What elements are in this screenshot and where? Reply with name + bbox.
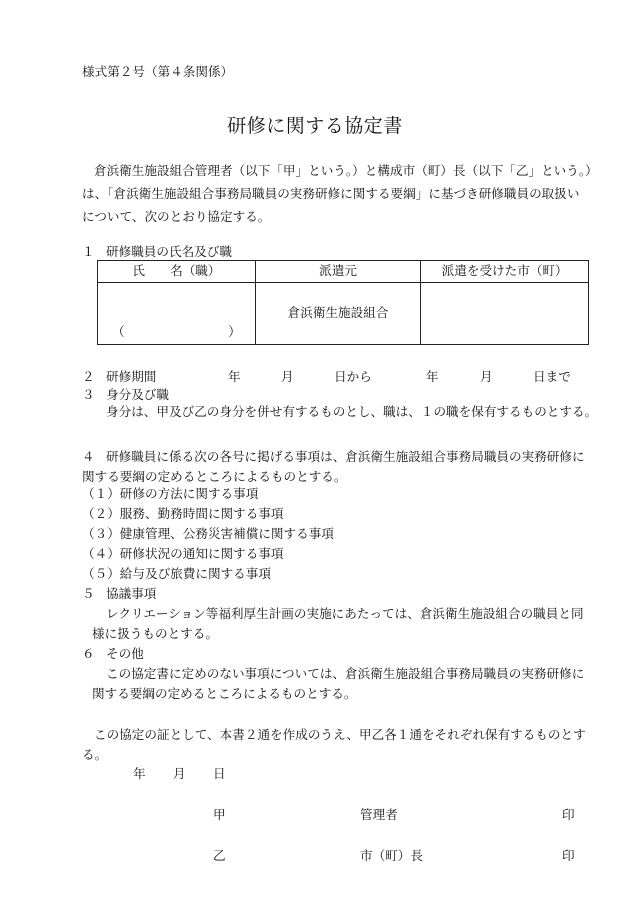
section-4-text: 研修職員に係る次の各号に掲げる事項は、倉浜衛生施設組合事務局職員の実務研修に関する要綱の定めるところによるものとする。	[82, 449, 585, 484]
signature-role: 市（町）長	[360, 848, 423, 863]
section-4-item-3: （３）健康管理、公務災害補償に関する事項	[82, 526, 334, 541]
period-day-from: 日から	[334, 369, 372, 384]
paren-close: ）	[228, 324, 241, 340]
section-title: 協議事項	[106, 586, 157, 601]
section-3-body: 身分は、甲及び乙の身分を併せ有するものとし、職は、１の職を保有するものとする。	[106, 404, 598, 419]
paren-open: （	[112, 324, 125, 340]
period-month-start: 月	[281, 369, 294, 384]
section-5-body: レクリエーション等福利厚生計画の実施にあたっては、倉浜衛生施設組合の職員と同様に扱うものとする。	[92, 606, 584, 641]
header-dispatch-to: 派遣を受けた市（町）	[421, 261, 589, 283]
section-4-item-4: （４）研修状況の通知に関する事項	[82, 546, 284, 561]
section-number: ２	[82, 369, 95, 384]
section-number: １	[82, 244, 95, 259]
header-name: 氏 名（職）	[98, 261, 256, 283]
cell-dispatch-to	[421, 283, 589, 345]
section-6-heading	[82, 648, 144, 661]
section-1-heading	[82, 246, 232, 259]
closing-paragraph: この協定の証として、本書２通を作成のうえ、甲乙各１通をそれぞれ保有するものとする。	[82, 727, 586, 762]
period-month-end: 月	[480, 369, 493, 384]
intro-paragraph: 倉浜衛生施設組合管理者（以下「甲」という。）と構成市（町）長（以下「乙」という。）は、「倉浜衛生施設組合事務局職員の実務研修に関する要綱」に基づき研修職員の取扱いについて、次のとおり協定する。	[82, 163, 592, 224]
section-4-item-2: （２）服務、勤務時間に関する事項	[82, 506, 284, 521]
section-title: 研修期間	[106, 369, 157, 384]
section-title: 研修職員の氏名及び職	[106, 244, 232, 259]
header-dispatch-from: 派遣元	[255, 261, 420, 283]
form-number: 様式第２号（第４条関係）	[82, 64, 234, 79]
date-year: 年	[133, 766, 146, 781]
section-title: その他	[106, 646, 144, 661]
cell-dispatch-from: 倉浜衛生施設組合	[255, 283, 420, 345]
section-number: ６	[82, 646, 95, 661]
section-6-body: この協定書に定めのない事項については、倉浜衛生施設組合事務局職員の実務研修に関する要綱の定めるところによるものとする。	[92, 666, 585, 701]
section-5-heading	[82, 588, 156, 601]
date-month: 月	[173, 766, 186, 781]
section-4-body	[82, 447, 588, 487]
section-4-item-1: （１）研修の方法に関する事項	[82, 486, 259, 501]
document-title: 研修に関する協定書	[227, 115, 403, 137]
seal-mark: 印	[562, 848, 575, 863]
signature-party: 乙	[213, 848, 226, 863]
period-year-start: 年	[228, 369, 241, 384]
section-number: ４	[82, 449, 95, 464]
period-year-end: 年	[426, 369, 439, 384]
signature-role: 管理者	[360, 807, 398, 822]
section-4-item-5: （５）給与及び旅費に関する事項	[82, 566, 271, 581]
seal-mark: 印	[562, 807, 575, 822]
section-title: 身分及び職	[106, 387, 169, 402]
trainee-table	[97, 260, 589, 345]
signature-party: 甲	[213, 807, 226, 822]
cell-name	[98, 283, 256, 345]
section-number: ５	[82, 586, 95, 601]
section-number: ３	[82, 387, 95, 402]
date-day: 日	[213, 766, 226, 781]
period-day-to: 日まで	[533, 369, 571, 384]
